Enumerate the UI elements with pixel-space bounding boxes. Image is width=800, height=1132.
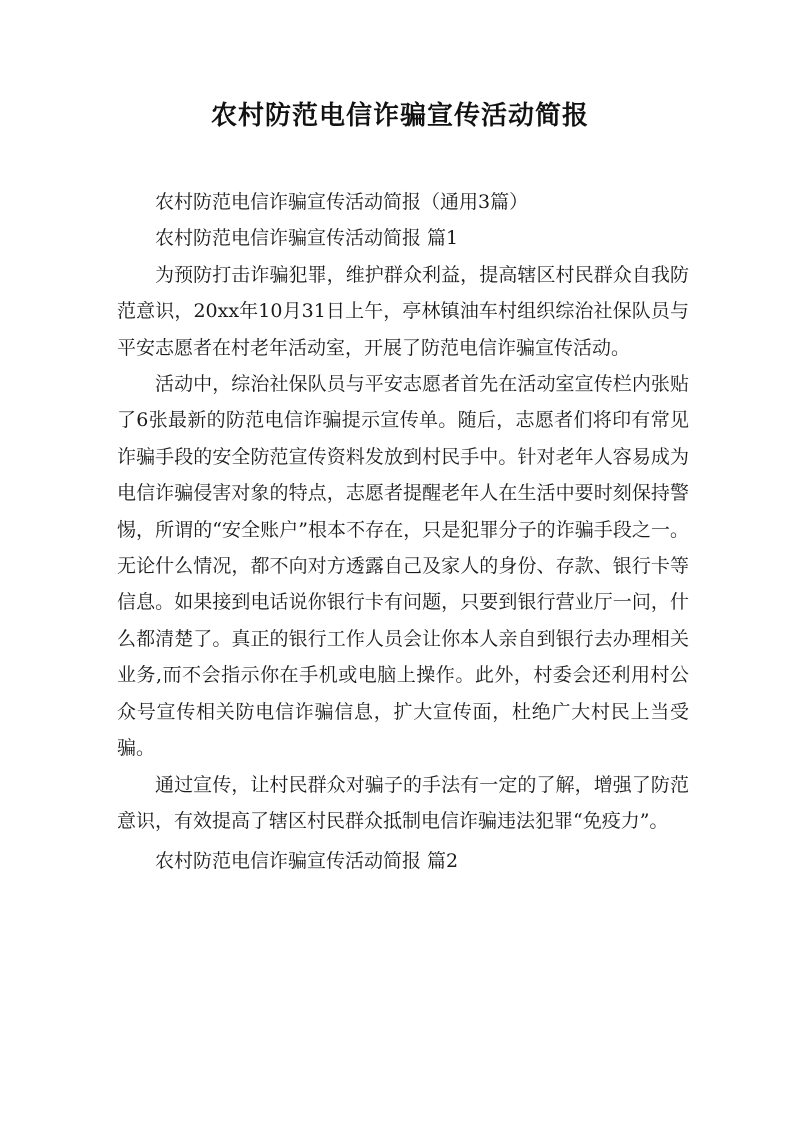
body-paragraph: 通过宣传，让村民群众对骗子的手法有一定的了解，增强了防范意识，有效提高了辖区村民群众抵制电信诈骗违法犯罪“免疫力”。 <box>117 773 689 832</box>
body-paragraph: 为预防打击诈骗犯罪，维护群众利益，提高辖区村民群众自我防范意识，20xx年10月31日上午，亭林镇油车村组织综治社保队员与平安志愿者在村老年活动室，开展了防范电信诈骗宣传活动。 <box>117 263 689 359</box>
document-body <box>117 184 689 880</box>
part-1-heading: 农村防范电信诈骗宣传活动简报 篇1 <box>155 227 459 250</box>
body-paragraph: 活动中，综治社保队员与平安志愿者首先在活动室宣传栏内张贴了6张最新的防范电信诈骗提示宣传单。随后，志愿者们将印有常见诈骗手段的安全防范宣传资料发放到村民手中。针对老年人容易成为电信诈骗侵害对象的特点，志愿者提醒老年人在生活中要时刻保持警惕，所谓的“安全账户”根本不存在，只是犯罪分子的诈骗手段之一。无论什么情况，都不向对方透露自己及家人的身份、存款、银行卡等信息。如果接到电话说你银行卡有问题，只要到银行营业厅一问，什么都清楚了。真正的银行工作人员会让你本人亲自到银行去办理相关业务,而不会指示你在手机或电脑上操作。此外，村委会还利用村公众号宣传相关防电信诈骗信息，扩大宣传面，杜绝广大村民上当受骗。 <box>117 373 689 760</box>
document-title: 农村防范电信诈骗宣传活动简报 <box>210 101 589 131</box>
document-subtitle: 农村防范电信诈骗宣传活动简报（通用3篇） <box>155 191 529 213</box>
part-2-heading: 农村防范电信诈骗宣传活动简报 篇2 <box>155 850 459 873</box>
